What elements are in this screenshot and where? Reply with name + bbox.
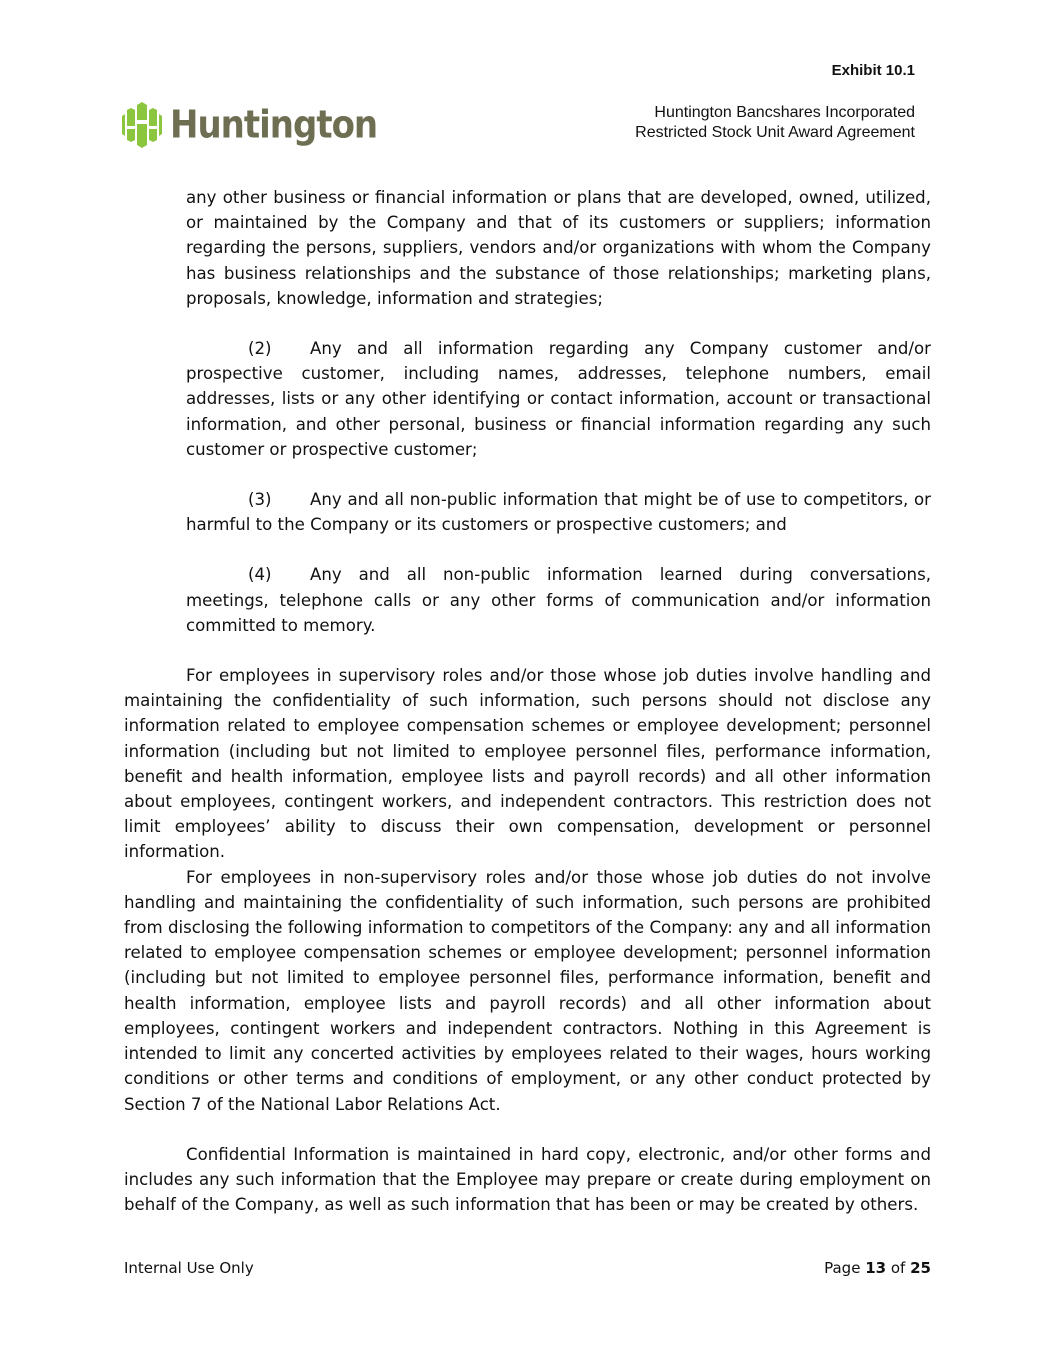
document-title: Restricted Stock Unit Award Agreement bbox=[635, 124, 915, 141]
document-body bbox=[124, 185, 931, 1217]
list-item-3-text: Any and all non-public information that might be of use to competitors, or harmful to the Company or its customers or prospective customers; and bbox=[186, 490, 931, 535]
confidential-information-paragraph: Confidential Information is maintained in hard copy, electronic, and/or other forms and includes any such information that the Employee may prepare or create during employment on behalf of the Company, as well as such information that has been or may be created by others. bbox=[124, 1144, 931, 1215]
list-item-4 bbox=[186, 562, 931, 638]
page-of: of bbox=[890, 1259, 906, 1277]
exhibit-label: Exhibit 10.1 bbox=[831, 62, 915, 79]
page-current: 13 bbox=[865, 1259, 887, 1277]
list-item-4-number: (4) bbox=[248, 565, 272, 585]
list-item-3 bbox=[186, 487, 931, 537]
list-item-2-number: (2) bbox=[248, 339, 272, 359]
list-item-4-text: Any and all non-public information learned during conversations, meetings, telephone calls or any other forms of communication and/or information committed to memory. bbox=[186, 565, 931, 635]
footer-classification: Internal Use Only bbox=[124, 1259, 254, 1277]
list-item-3-number: (3) bbox=[248, 490, 272, 510]
list-item-2-text: Any and all information regarding any Company customer and/or prospective customer, including names, addresses, telephone numbers, email addresses, lists or any other identifying or contact information, account or transactional information, and other personal, business or financial information regarding any such customer or prospective customer; bbox=[186, 339, 931, 459]
logo-wordmark: Huntington bbox=[170, 102, 378, 148]
company-name: Huntington Bancshares Incorporated bbox=[654, 104, 915, 121]
page-total: 25 bbox=[910, 1259, 931, 1277]
list-item-2 bbox=[186, 336, 931, 462]
huntington-logo-icon bbox=[122, 102, 162, 148]
continued-paragraph: any other business or financial information or plans that are developed, owned, utilized, or maintained by the Company and that of its customers or suppliers; information regarding the persons, suppliers, vendors and/or organizations with whom the Company has business relationships and the substance of those relationships; marketing plans, proposals, knowledge, information and strategies; bbox=[186, 188, 931, 308]
document-header bbox=[635, 103, 915, 143]
page-prefix: Page bbox=[824, 1259, 861, 1277]
huntington-logo bbox=[122, 100, 377, 150]
non-supervisory-paragraph: For employees in non-supervisory roles and/or those whose job duties do not involve handling and maintaining the confidentiality of such information, such persons are prohibited from disclosing the following information to competitors of the Company: any and all information related to employee compensation schemes or employee development; personnel information (including but not limited to employee personnel files, performance information, benefit and health information, employee lists and payroll records) and all other information about employees, contingent workers and independent contractors. Nothing in this Agreement is intended to limit any concerted activities by employees related to their wages, hours working conditions or other terms and conditions of employment, or any other conduct protected by Section 7 of the National Labor Relations Act. bbox=[124, 867, 931, 1114]
supervisory-paragraph: For employees in supervisory roles and/or those whose job duties involve handling and maintaining the confidentiality of such information, such persons should not disclose any information related to employee compensation schemes or employee development; personnel information (including but not limited to employee personnel files, performance information, benefit and health information, employee lists and payroll records) and all other information about employees, contingent workers, and independent contractors. This restriction does not limit employees’ ability to discuss their own compensation, development or personnel information. bbox=[124, 666, 931, 862]
page-number bbox=[824, 1259, 931, 1277]
page-footer bbox=[124, 1259, 931, 1277]
